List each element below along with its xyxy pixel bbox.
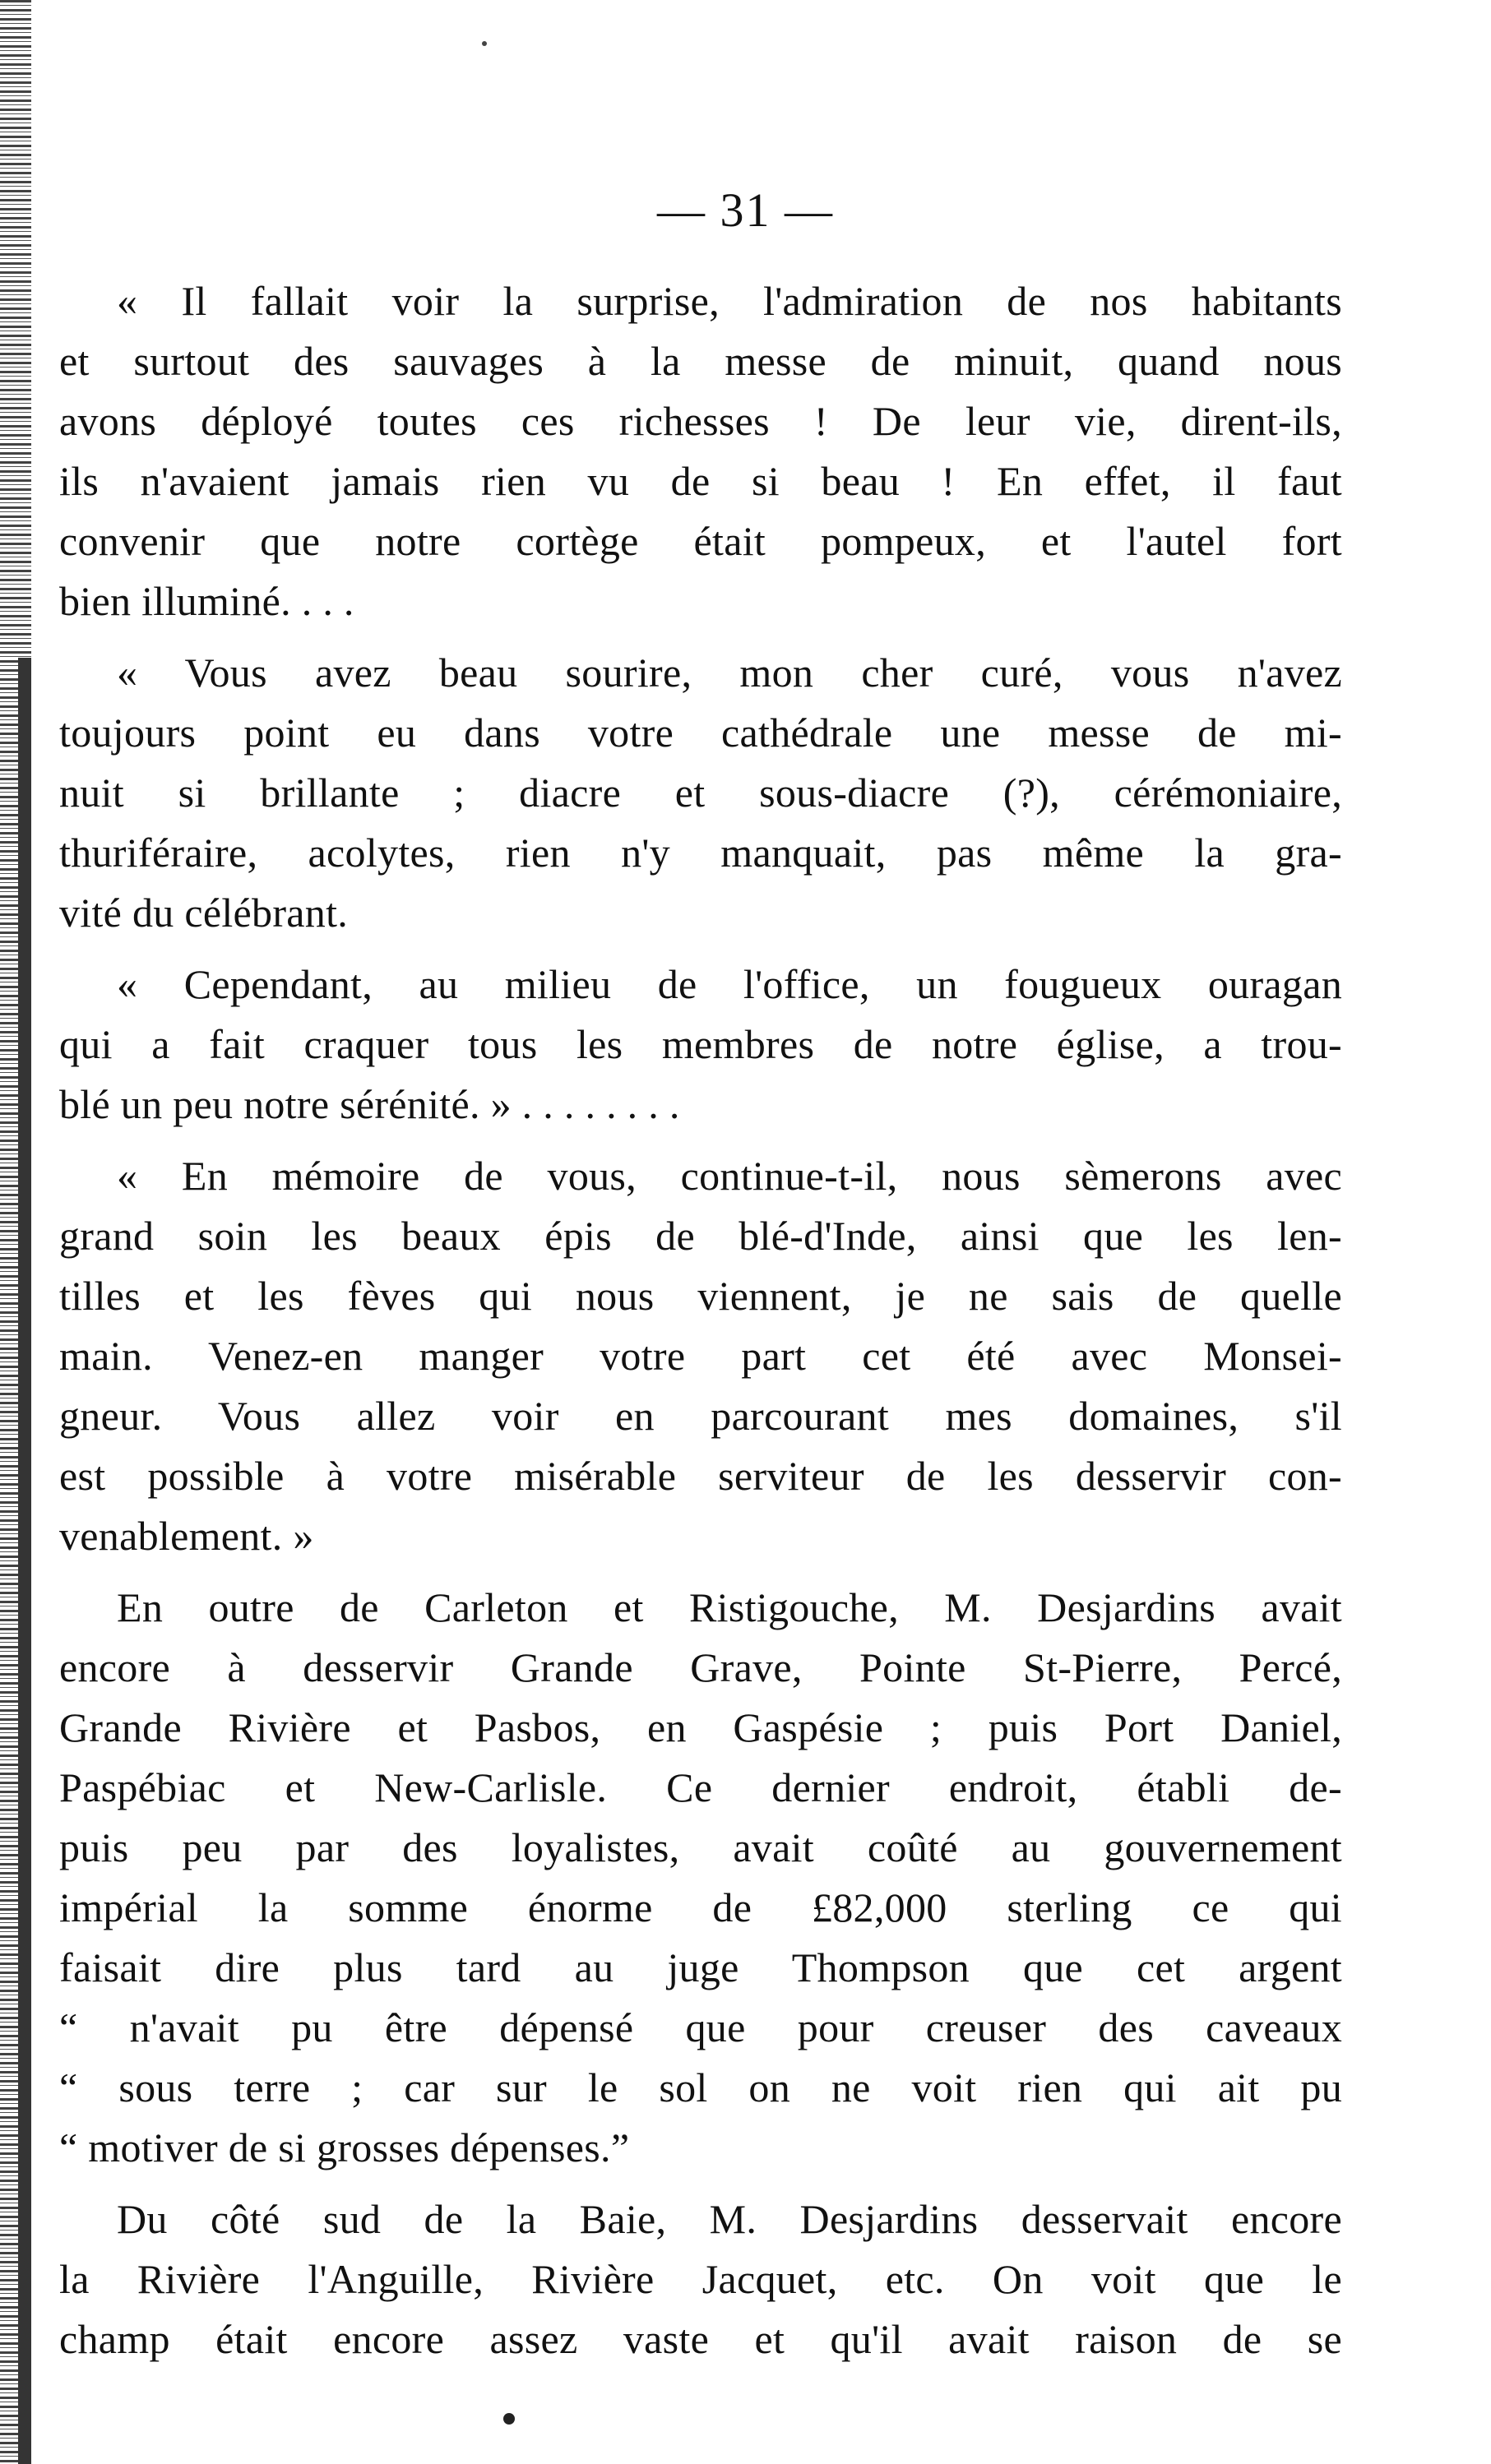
- text-line: champ était encore assez vaste et qu'il avait raison de se: [59, 2316, 1342, 2362]
- paragraph-3: [59, 955, 1342, 1135]
- body-text: [59, 271, 1342, 2369]
- text-line: faisait dire plus tard au juge Thompson que cet argent: [59, 1944, 1342, 1990]
- text-line: grand soin les beaux épis de blé-d'Inde, ainsi que les len-: [59, 1213, 1342, 1259]
- text-line: “ motiver de si grosses dépenses.”: [59, 2124, 630, 2170]
- text-line: impérial la somme énorme de £82,000 sterling ce qui: [59, 1884, 1342, 1930]
- paragraph-2: [59, 643, 1342, 943]
- text-line: « Cependant, au milieu de l'office, un fougueux ouragan: [117, 961, 1342, 1007]
- paragraph-5: [59, 1578, 1342, 2178]
- text-line: « Il fallait voir la surprise, l'admiration de nos habitants: [117, 278, 1342, 324]
- text-line: la Rivière l'Anguille, Rivière Jacquet, etc. On voit que le: [59, 2256, 1342, 2302]
- paragraph-4: [59, 1146, 1342, 1566]
- text-line: ils n'avaient jamais rien vu de si beau ! En effet, il faut: [59, 458, 1342, 504]
- text-line: toujours point eu dans votre cathédrale une messe de mi-: [59, 710, 1342, 756]
- text-line: thuriféraire, acolytes, rien n'y manquait, pas même la gra-: [59, 830, 1342, 876]
- scan-speck: [503, 2413, 515, 2425]
- text-line: main. Venez-en manger votre part cet été avec Monsei-: [59, 1333, 1342, 1379]
- text-line: qui a fait craquer tous les membres de notre église, a trou-: [59, 1021, 1342, 1067]
- text-line: avons déployé toutes ces richesses ! De leur vie, dirent-ils,: [59, 398, 1342, 444]
- text-line: venablement. »: [59, 1513, 314, 1559]
- text-line: blé un peu notre sérénité. » . . . . . . . .: [59, 1081, 680, 1127]
- page-binding-edge: [0, 0, 31, 2464]
- text-line: Du côté sud de la Baie, M. Desjardins desservait encore: [117, 2196, 1342, 2242]
- text-line: « En mémoire de vous, continue-t-il, nous sèmerons avec: [117, 1153, 1342, 1199]
- page-number: — 31 —: [657, 183, 834, 237]
- text-line: Paspébiac et New-Carlisle. Ce dernier endroit, établi de-: [59, 1764, 1342, 1810]
- text-line: “ sous terre ; car sur le sol on ne voit rien qui ait pu: [59, 2064, 1342, 2110]
- text-line: gneur. Vous allez voir en parcourant mes domaines, s'il: [59, 1393, 1342, 1439]
- text-line: bien illuminé. . . .: [59, 578, 354, 624]
- paragraph-6: [59, 2189, 1342, 2369]
- text-line: « Vous avez beau sourire, mon cher curé, vous n'avez: [117, 650, 1342, 696]
- text-line: “ n'avait pu être dépensé que pour creuser des caveaux: [59, 2004, 1342, 2050]
- text-line: En outre de Carleton et Ristigouche, M. Desjardins avait: [117, 1584, 1342, 1630]
- text-line: et surtout des sauvages à la messe de minuit, quand nous: [59, 338, 1342, 384]
- text-line: Grande Rivière et Pasbos, en Gaspésie ; puis Port Daniel,: [59, 1704, 1342, 1750]
- text-line: tilles et les fèves qui nous viennent, je ne sais de quelle: [59, 1273, 1342, 1319]
- text-line: encore à desservir Grande Grave, Pointe St-Pierre, Percé,: [59, 1644, 1342, 1690]
- text-line: est possible à votre misérable serviteur de les desservir con-: [59, 1453, 1342, 1499]
- scan-speck: [482, 41, 487, 46]
- text-line: puis peu par des loyalistes, avait coûté au gouvernement: [59, 1824, 1342, 1870]
- text-line: vité du célébrant.: [59, 890, 349, 936]
- text-line: nuit si brillante ; diacre et sous-diacre (?), cérémoniaire,: [59, 770, 1342, 816]
- paragraph-1: [59, 271, 1342, 631]
- text-line: convenir que notre cortège était pompeux, et l'autel fort: [59, 518, 1342, 564]
